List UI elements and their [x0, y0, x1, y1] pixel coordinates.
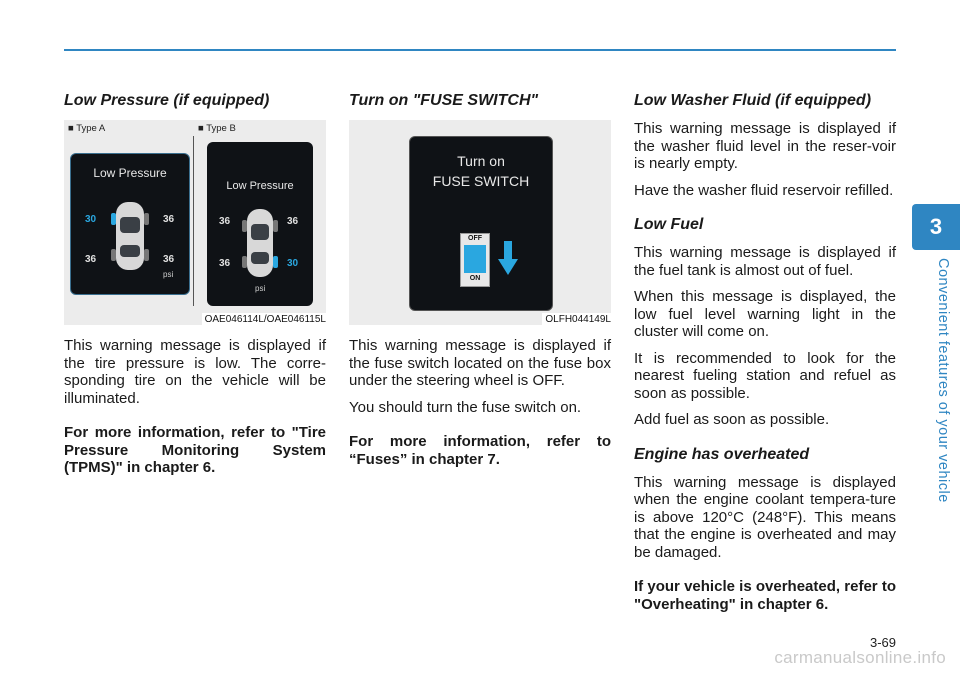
- heading-low-pressure: Low Pressure (if equipped): [64, 92, 270, 109]
- screen-b-title: Low Pressure: [226, 180, 294, 192]
- tpms-reference: For more information, refer to "Tire Pressure Monitoring System (TPMS)" in chapter 6.: [64, 424, 326, 476]
- heading-fuse-switch: Turn on "FUSE SWITCH": [349, 92, 539, 109]
- fuse-switch-icon: [460, 233, 490, 287]
- switch-off-label: OFF: [468, 235, 482, 242]
- figure-code: OLFH044149L: [542, 313, 611, 325]
- tire-rr-value: 30: [287, 258, 299, 269]
- column-low-pressure: [64, 92, 326, 486]
- low-fuel-light: When this message is displayed, the low fuel level warning light in the cluster will come on.: [634, 288, 896, 340]
- tire-rr-value: 36: [163, 254, 175, 265]
- low-fuel-recommend: It is recommended to look for the nearest fueling station and refuel as soon as possible.: [634, 349, 896, 402]
- overheat-desc: This warning message is displayed when the engine coolant tempera-ture is above 120°C (248°F). This means that the engine is overheated and may be damaged.: [634, 473, 896, 561]
- figure-divider: [193, 136, 194, 306]
- heading-low-fuel: Low Fuel: [634, 216, 704, 233]
- figure-code: OAE046114L/OAE046115L: [202, 313, 326, 325]
- column-messages: [634, 92, 896, 622]
- low-pressure-desc: This warning message is displayed if the tire pressure is low. The corre-sponding tire on the vehicle will be illuminated.: [64, 337, 326, 407]
- pressure-unit: psi: [255, 284, 266, 293]
- header-rule: [64, 49, 896, 51]
- pressure-unit: psi: [163, 270, 174, 279]
- heading-low-washer-fluid: Low Washer Fluid (if equipped): [634, 92, 872, 109]
- switch-toggle: [464, 245, 486, 273]
- column-fuse-switch: [349, 92, 611, 477]
- page-number: 3-69: [869, 635, 896, 650]
- washer-fluid-instruction: Have the washer fluid reservoir refilled.: [634, 181, 894, 199]
- tire-fr-value: 36: [163, 214, 175, 225]
- screen-a-title: Low Pressure: [93, 166, 167, 180]
- fuses-reference: For more information, refer to “Fuses” in chapter 7.: [349, 433, 611, 468]
- low-fuel-desc: This warning message is displayed if the fuel tank is almost out of fuel.: [634, 244, 896, 279]
- cluster-screen-fuse: [409, 136, 553, 311]
- fuse-title-line1: Turn on: [457, 153, 505, 169]
- type-a-label: ■ Type A: [68, 123, 106, 134]
- heading-engine-overheated: Engine has overheated: [634, 445, 810, 463]
- fuse-title-line2: FUSE SWITCH: [432, 173, 530, 189]
- cluster-screen-type-a: [70, 153, 190, 295]
- low-fuel-instruction: Add fuel as soon as possible.: [634, 411, 830, 428]
- chapter-tab: 3: [912, 204, 960, 250]
- overheating-reference: If your vehicle is overheated, refer to "Overheating" in chapter 6.: [634, 578, 896, 613]
- switch-on-label: ON: [469, 275, 481, 282]
- arrow-down-icon: [498, 241, 518, 277]
- washer-fluid-desc: This warning message is displayed if the washer fluid level in the reser-voir is nearly empty.: [634, 120, 896, 172]
- tire-rl-value: 36: [219, 258, 231, 269]
- watermark: carmanualsonline.info: [774, 648, 946, 667]
- chapter-title: Convenient features of your vehicle: [935, 258, 951, 503]
- tire-fl-value: 36: [219, 216, 231, 227]
- fuse-switch-desc: This warning message is displayed if the fuse switch located on the fuse box under the steering wheel is OFF.: [349, 337, 611, 389]
- fuse-switch-instruction: You should turn the fuse switch on.: [349, 398, 582, 416]
- fuse-switch-figure: [349, 120, 611, 325]
- low-pressure-figure: [64, 120, 326, 325]
- tire-rl-value: 36: [85, 254, 97, 265]
- cluster-screen-type-b: [207, 142, 313, 306]
- type-b-label: ■ Type B: [198, 123, 236, 134]
- tire-fl-value: 30: [85, 214, 97, 225]
- car-top-view-icon: [111, 199, 149, 273]
- car-top-view-icon: [242, 206, 278, 280]
- tire-fr-value: 36: [287, 216, 299, 227]
